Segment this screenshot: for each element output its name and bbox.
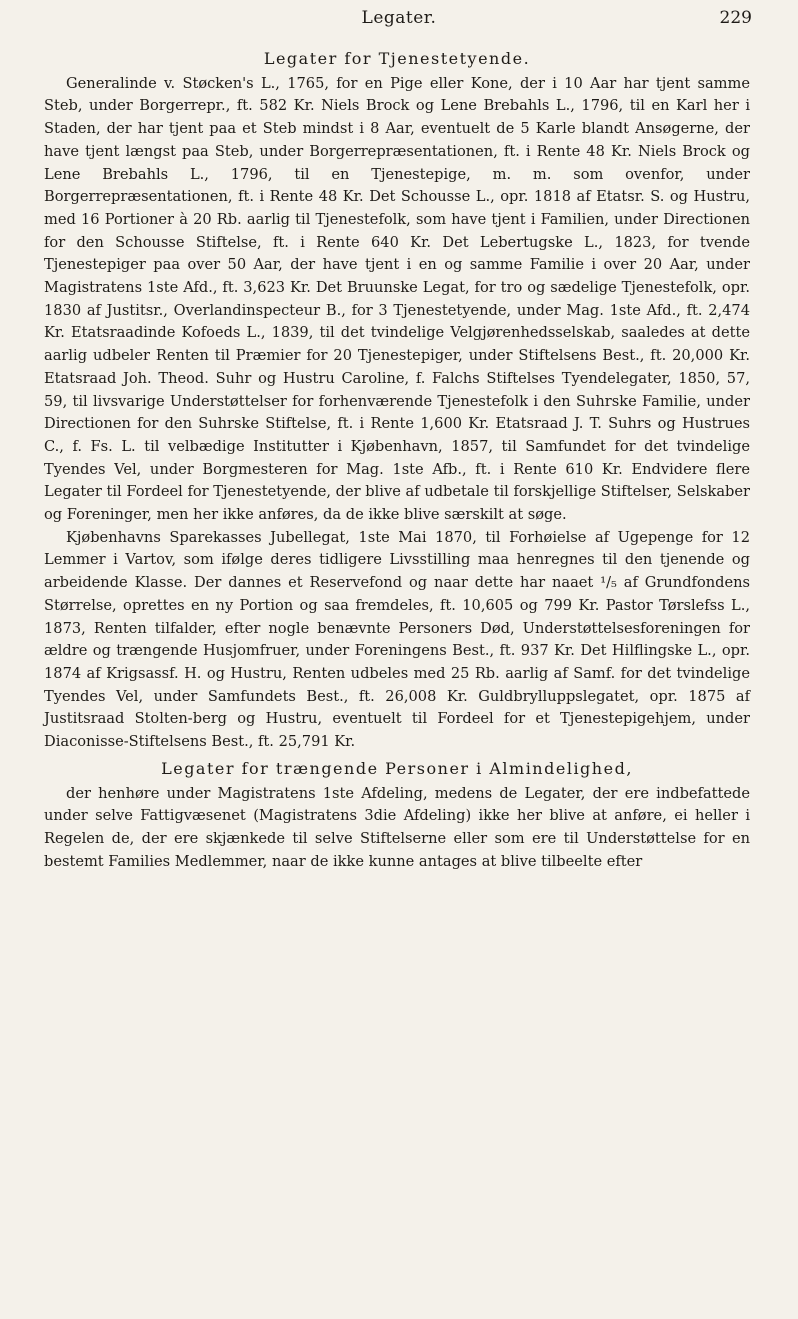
paragraph: Generalinde v. Støcken's L., 1765, for en Pige eller Kone, der i 10 Aar har tjent samme Steb, under Borgerrepr., ft. 582 Kr. Niels Brock og Lene Brebahls L., 1796, til en Karl her i Staden, der har tjent paa et Steb mindst i 8 Aar, eventuelt de 5 Karle blandt Ansøgerne, der have tjent længst paa Steb, under Borgerrepræsentationen, ft. i Rente 48 Kr. Niels Brock og Lene Brebahls L., 1796, til en Tjenestepige, m. m. som ovenfor, under Borgerrepræsentationen, ft. i Rente 48 Kr. Det Schousse L., opr. 1818 af Etatsr. S. og Hustru, med 16 Portioner à 20 Rb. aarlig til Tjenestefolk, som have tjent i Familien, under Directionen for den Schousse Stiftelse, ft. i Rente 640 Kr. Det Lebertugske L., 1823, for tvende Tjenestepiger paa over 50 Aar, der have tjent i en og samme Familie i over 20 Aar, under Magistratens 1ste Afd., ft. 3,623 Kr. Det Bruunske Legat, for tro og sædelige Tjenestefolk, opr. 1830 af Justitsr., Overlandinspecteur B., for 3 Tjenestetyende, under Mag. 1ste Afd., ft. 2,474 Kr. Etatsraadinde Kofoeds L., 1839, til det tvindelige Velgjørenhedsselskab, saaledes at dette aarlig udbeler Renten til Præmier for 20 Tjenestepiger, under Stiftelsens Best., ft. 20,000 Kr. Etatsraad Joh. Theod. Suhr og Hustru Caroline, f. Falchs Stiftelses Tyendelegater, 1850, 57, 59, til livsvarige Understøttelser for forhenværende Tjenestefolk i den Suhrske Familie, under Directionen for den Suhrske Stiftelse, ft. i Rente 1,600 Kr. Etatsraad J. T. Suhrs og Hustrues C., f. Fs. L. til velbædige Institutter i Kjøbenhavn, 1857, til Samfundet for det tvindelige Tyendes Vel, under Borgmesteren for Mag. 1ste Afb., ft. i Rente 610 Kr. Endvidere flere Legater til Fordeel for Tjenestetyende, der blive af udbetale til forskjellige Stiftelser, Selskaber og Foreninger, men her ikke anføres, da de ikke blive særskilt at søge. xyxy=(44,74,750,524)
page-number: 229 xyxy=(719,8,752,28)
section-heading: Legater for Tjenestetyende. xyxy=(263,49,531,68)
paragraph: Kjøbenhavns Sparekasses Jubellegat, 1ste Mai 1870, til Forhøielse af Ugepenge for 12 Lemmer i Vartov, som ifølge deres tidligere Livsstilling maa henregnes til den tjenende og arbeidende Klasse. Der dannes et Reservefond og naar dette har naaet ¹/₅ af Grundfondens Størrelse, oprettes en ny Portion og saa fremdeles, ft. 10,605 og 799 Kr. Pastor Tørslefss L., 1873, Renten tilfalder, efter nogle benævnte Personers Død, Understøttelsesforeningen for ældre og trængende Husjomfruer, under Foreningens Best., ft. 937 Kr. Det Hilflingske L., opr. 1874 af Krigsassf. H. og Hustru, Renten udbeles med 25 Rb. aarlig af Samf. for det tvindelige Tyendes Vel, under Samfundets Best., ft. 26,008 Kr. Guldbrylluppslegatet, opr. 1875 af Justitsraad Stolten-berg og Hustru, eventuelt til Fordeel for et Tjenestepigehjem, under Diaconisse-Stiftelsens Best., ft. 25,791 Kr. xyxy=(44,528,750,751)
section-needy-persons-legacies xyxy=(44,758,750,874)
paragraph: der henhøre under Magistratens 1ste Afdeling, medens de Legater, der ere indbefattede under selve Fattigvæsenet (Magistratens 3die Afdeling) ikke her blive at anføre, ei heller i Regelen de, der ere skjænkede til selve Stiftelserne eller som ere til Understøttelse for en bestemt Families Medlemmer, naar de ikke kunne antages at blive tilbeelte efter xyxy=(44,784,750,870)
section-heading: Legater for trængende Personer i Almindelighed, xyxy=(161,758,633,778)
page-body xyxy=(44,44,750,873)
running-head xyxy=(0,0,798,40)
running-title: Legater. xyxy=(361,8,437,28)
section-servants-legacies xyxy=(44,48,750,754)
